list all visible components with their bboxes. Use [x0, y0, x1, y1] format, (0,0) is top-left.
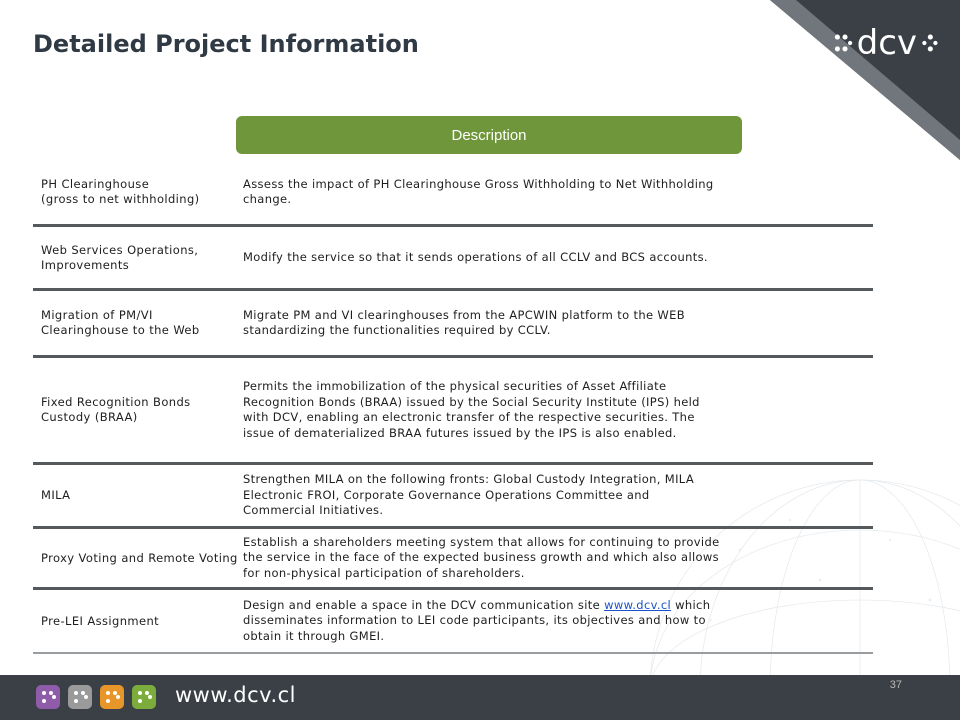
table-row — [33, 465, 873, 529]
page-number: 37 — [889, 679, 902, 691]
footer-bar — [0, 675, 960, 720]
project-description: Migrate PM and VI clearinghouses from the APCWIN platform to the WEB standardizing the functionalities required by CCLV. — [243, 307, 685, 337]
description-column-header: Description — [236, 116, 742, 154]
project-description: Assess the impact of PH Clearinghouse Gross Withholding to Net Withholding change. — [243, 176, 714, 206]
table-row — [33, 590, 873, 654]
dcv-logo — [834, 23, 938, 63]
table-row — [33, 227, 873, 291]
logo-dots-right-icon — [921, 30, 938, 56]
project-name: Pre-LEI Assignment — [41, 613, 160, 628]
purple-dots-icon — [36, 685, 60, 709]
project-description — [243, 598, 723, 645]
project-name: MILA — [41, 488, 71, 502]
project-description: Modify the service so that it sends operations of all CCLV and BCS accounts. — [243, 249, 708, 264]
description-text: which disseminates information to LEI code participants, its objectives and how to obtain it through GMEI. — [243, 597, 711, 643]
table-row — [33, 358, 873, 465]
project-description: Strengthen MILA on the following fronts: Global Custody Integration, MILA Electronic FROI, Corporate Governance Operations Committee and Commercial Initiatives. — [243, 472, 695, 518]
project-table — [33, 160, 873, 654]
table-row — [33, 529, 873, 590]
gray-dots-icon — [68, 685, 92, 709]
project-description: Establish a shareholders meeting system that allows for continuing to provide the service in the face of the expected business growth and which also allows for non-physical participation of shareholders. — [243, 534, 720, 580]
project-name: Migration of PM/VI Clearinghouse to the Web — [41, 308, 200, 337]
project-name: Web Services Operations, Improvements — [41, 242, 199, 272]
description-text: Design and enable a space in the DCV communication site — [243, 597, 605, 612]
dcv-site-link[interactable]: www.dcv.cl — [604, 597, 672, 612]
footer-icons — [36, 685, 156, 709]
logo-text: dcv — [856, 23, 918, 63]
orange-dots-icon — [100, 685, 124, 709]
table-row — [33, 160, 873, 227]
project-name: PH Clearinghouse (gross to net withholding) — [41, 177, 200, 206]
footer-url[interactable]: www.dcv.cl — [175, 683, 297, 707]
green-dots-icon — [132, 685, 156, 709]
project-name: Fixed Recognition Bonds Custody (BRAA) — [41, 395, 191, 424]
project-name: Proxy Voting and Remote Voting — [41, 550, 238, 565]
project-description: Permits the immobilization of the physical securities of Asset Affiliate Recognition Bonds (BRAA) issued by the Social Security Institute (IPS) held with DCV, enabling an electronic transfer of the respective securities. The issue of dematerialized BRAA futures issued by the IPS is also enabled. — [243, 379, 700, 440]
table-row — [33, 291, 873, 358]
page-title: Detailed Project Information — [33, 30, 419, 58]
logo-dots-left-icon — [834, 30, 853, 56]
